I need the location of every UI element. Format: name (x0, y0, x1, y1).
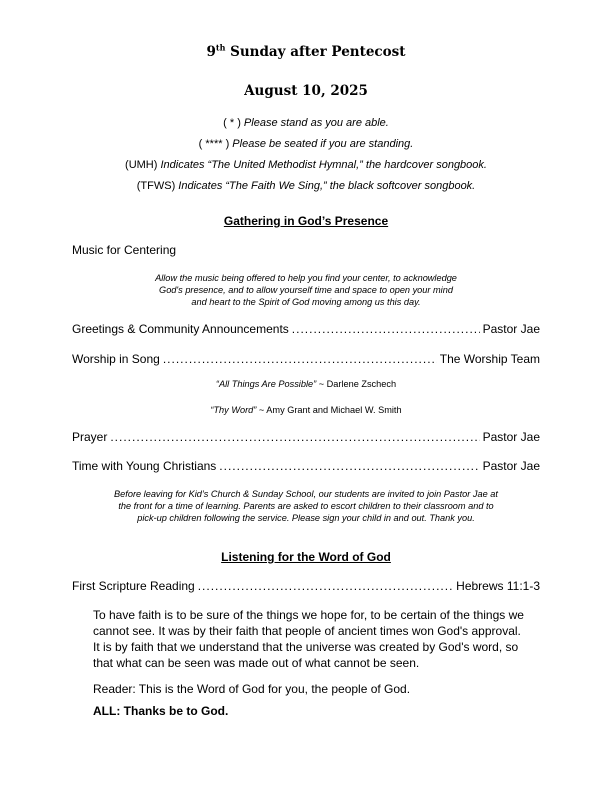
young-christians-row: Time with Young Christians ..... Pastor Jae (72, 459, 540, 473)
first-scripture-row: First Scripture Reading ..... Hebrews 11:1-3 (72, 579, 540, 593)
reader-line: Reader: This is the Word of God for you, the people of God. (93, 682, 411, 696)
legend-row-seated: ( **** ) Please be seated if you are standing. (198, 138, 414, 150)
legend-row-tfws: (TFWS) Indicates “The Faith We Sing,” the black softcover songbook. (136, 180, 476, 192)
all-response: ALL: Thanks be to God. (93, 704, 229, 718)
gathering-heading: Gathering in God’s Presence (223, 214, 389, 228)
legend-row-stand: ( * ) Please stand as you are able. (223, 117, 389, 129)
legend-row-umh: (UMH) Indicates “The United Methodist Hymnal,” the hardcover songbook. (125, 159, 487, 171)
young-christians-note: Before leaving for Kid’s Church & Sunday School, our students are invited to join Pastor Jae at the front for a time of learning. Parents are asked to escort children to their classroom and to pick-up children following the service. Please sign your child in and out. Thank you. (114, 489, 498, 523)
sunday-number: 9 (206, 44, 216, 60)
music-for-centering: Music for Centering (72, 243, 177, 257)
music-note: Allow the music being offered to help you find your center, to acknowledge God's presence, and to allow yourself time and space to open your mind and heart to the Spirit of God moving among us this day. (155, 273, 457, 307)
dot-leader (198, 579, 453, 593)
legend (0, 113, 612, 197)
greetings-row: Greetings & Community Announcements ..... Pastor Jae (72, 322, 540, 336)
scripture-passage: To have faith is to be sure of the things we hope for, to be certain of the things we cannot see. It was by their faith that people of ancient times won God's approval. It is by faith that we understand that the universe was created by God's word, so that what can be seen was made out of what cannot be seen. (93, 608, 524, 670)
dot-leader (163, 352, 437, 366)
dot-leader (110, 430, 479, 444)
service-date: August 10, 2025 (244, 83, 368, 99)
dot-leader (219, 459, 479, 473)
sunday-title-rest: Sunday after Pentecost (225, 44, 406, 60)
song-1: “All Things Are Possible” ~ Darlene Zschech (215, 379, 397, 389)
prayer-row: Prayer ..... Pastor Jae (72, 430, 540, 444)
song-2: “Thy Word” ~ Amy Grant and Michael W. Smith (210, 405, 402, 415)
worship-row: Worship in Song ..... The Worship Team (72, 352, 540, 366)
listening-heading: Listening for the Word of God (221, 550, 391, 564)
dot-leader (292, 322, 480, 336)
sunday-suffix: th (215, 42, 226, 53)
service-title (0, 44, 612, 60)
